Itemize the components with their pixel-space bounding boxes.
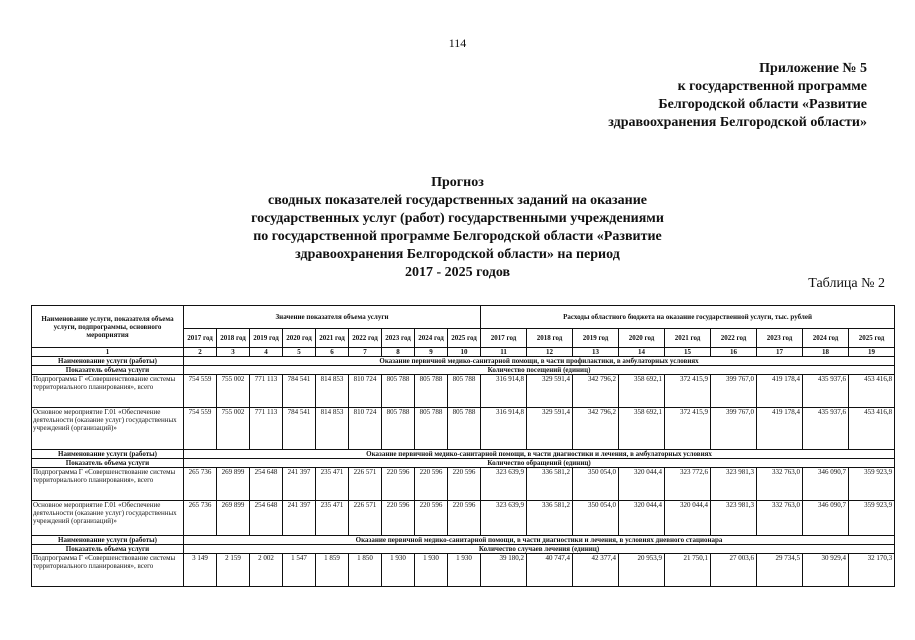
volume-value: 805 788: [382, 375, 415, 408]
volume-value: 1 930: [382, 554, 415, 587]
table-row: [32, 554, 895, 587]
year-header-volume: 2019 год: [250, 329, 283, 348]
volume-value: 1 930: [415, 554, 448, 587]
table-body: [32, 357, 895, 587]
volume-value: 805 788: [415, 408, 448, 450]
volume-value: 220 596: [448, 501, 481, 536]
year-header-volume: 2020 год: [283, 329, 316, 348]
column-number: 4: [250, 348, 283, 357]
volume-value: 805 788: [448, 408, 481, 450]
expense-value: 316 914,8: [481, 408, 527, 450]
column-number: 17: [757, 348, 803, 357]
volume-value: 1 850: [349, 554, 382, 587]
expense-value: 323 639,9: [481, 468, 527, 501]
volume-value: 3 149: [184, 554, 217, 587]
year-header-volume: 2017 год: [184, 329, 217, 348]
expense-value: 336 581,2: [527, 501, 573, 536]
expense-value: 372 415,9: [665, 408, 711, 450]
volume-value: 2 002: [250, 554, 283, 587]
service-name-row: [32, 357, 895, 366]
volume-value: 2 159: [217, 554, 250, 587]
indicator-row: [32, 545, 895, 554]
row-name: Основное мероприятие Г.01 «Обеспечение деятельности (оказание услуг) государственных учреждений (организаций)»: [32, 408, 184, 450]
indicator-name: Количество посещений (единиц): [184, 366, 895, 375]
expense-value: 350 054,0: [573, 468, 619, 501]
appendix-line: Приложение № 5: [759, 61, 867, 76]
title-line: здравоохранения Белгородской области» на период: [295, 247, 620, 262]
year-header-volume: 2018 год: [217, 329, 250, 348]
expense-value: 336 581,2: [527, 468, 573, 501]
column-number: 11: [481, 348, 527, 357]
column-number: 13: [573, 348, 619, 357]
year-header-expenses: 2017 год: [481, 329, 527, 348]
service-name: Оказание первичной медико-санитарной помощи, в части диагностики и лечения, в амбулаторных условиях: [184, 450, 895, 459]
volume-value: 805 788: [382, 408, 415, 450]
column-number: 9: [415, 348, 448, 357]
column-number: 18: [803, 348, 849, 357]
expense-value: 27 003,6: [711, 554, 757, 587]
title-line: по государственной программе Белгородской области «Развитие: [253, 229, 662, 244]
expense-value: 323 639,9: [481, 501, 527, 536]
column-number: 15: [665, 348, 711, 357]
column-number: 5: [283, 348, 316, 357]
expense-value: 453 416,8: [849, 408, 895, 450]
service-label: Наименование услуги (работы): [32, 450, 184, 459]
volume-value: 755 002: [217, 375, 250, 408]
volume-value: 254 648: [250, 468, 283, 501]
year-header-volume: 2022 год: [349, 329, 382, 348]
header-row: [32, 306, 895, 329]
year-header-volume: 2024 год: [415, 329, 448, 348]
year-header-expenses: 2019 год: [573, 329, 619, 348]
year-header-volume: 2023 год: [382, 329, 415, 348]
forecast-table: [31, 305, 895, 587]
expense-value: 30 929,4: [803, 554, 849, 587]
expense-value: 342 796,2: [573, 375, 619, 408]
column-number: 10: [448, 348, 481, 357]
service-name-row: [32, 450, 895, 459]
volume-value: 784 541: [283, 408, 316, 450]
service-label: Наименование услуги (работы): [32, 536, 184, 545]
year-header-expenses: 2023 год: [757, 329, 803, 348]
indicator-name: Количество случаев лечения (единиц): [184, 545, 895, 554]
expense-value: 323 981,3: [711, 501, 757, 536]
expense-value: 332 763,0: [757, 501, 803, 536]
table-row: [32, 408, 895, 450]
expense-value: 320 044,4: [665, 501, 711, 536]
table-row: [32, 468, 895, 501]
column-number: 2: [184, 348, 217, 357]
volume-value: 810 724: [349, 375, 382, 408]
volume-value: 805 788: [448, 375, 481, 408]
page-number: 114: [448, 36, 467, 50]
volume-value: 754 559: [184, 375, 217, 408]
volume-value: 265 736: [184, 468, 217, 501]
title-line: Прогноз: [431, 175, 484, 190]
appendix-line: здравоохранения Белгородской области»: [608, 115, 867, 130]
volume-value: 241 397: [283, 501, 316, 536]
expense-value: 40 747,4: [527, 554, 573, 587]
expense-value: 372 415,9: [665, 375, 711, 408]
title-line: 2017 - 2025 годов: [404, 265, 511, 280]
column-number: 16: [711, 348, 757, 357]
indicator-label: Показатель объема услуги: [32, 545, 184, 554]
table-row: [32, 375, 895, 408]
row-name: Основное мероприятие Г.01 «Обеспечение деятельности (оказание услуг) государственных учреждений (организаций)»: [32, 501, 184, 536]
year-header-expenses: 2020 год: [619, 329, 665, 348]
service-name: Оказание первичной медико-санитарной помощи, в части профилактики, в амбулаторных условиях: [184, 357, 895, 366]
appendix-heading: [608, 60, 867, 132]
expense-value: 435 937,6: [803, 408, 849, 450]
volume-value: 220 596: [448, 468, 481, 501]
column-number: 14: [619, 348, 665, 357]
column-number: 19: [849, 348, 895, 357]
expense-value: 323 981,3: [711, 468, 757, 501]
title-line: государственных услуг (работ) государственными учреждениями: [251, 211, 664, 226]
year-header-expenses: 2025 год: [849, 329, 895, 348]
indicator-row: [32, 459, 895, 468]
volume-value: 241 397: [283, 468, 316, 501]
volume-value: 814 853: [316, 375, 349, 408]
document-title: [175, 174, 740, 282]
column-number: 7: [349, 348, 382, 357]
expense-value: 320 044,4: [619, 501, 665, 536]
indicator-name: Количество обращений (единиц): [184, 459, 895, 468]
expense-value: 29 734,5: [757, 554, 803, 587]
row-name: Подпрограмма Г «Совершенствование системы территориального планирования», всего: [32, 375, 184, 408]
volume-value: 814 853: [316, 408, 349, 450]
row-name: Подпрограмма Г «Совершенствование системы территориального планирования», всего: [32, 554, 184, 587]
volume-value: 254 648: [250, 501, 283, 536]
expense-value: 358 692,1: [619, 408, 665, 450]
expense-value: 399 767,0: [711, 408, 757, 450]
table-label: Таблица № 2: [808, 276, 885, 291]
expense-value: 346 090,7: [803, 501, 849, 536]
expense-value: 342 796,2: [573, 408, 619, 450]
appendix-line: Белгородской области «Развитие: [658, 97, 867, 112]
expense-value: 453 416,8: [849, 375, 895, 408]
volume-value: 1 930: [448, 554, 481, 587]
expense-value: 323 772,6: [665, 468, 711, 501]
expense-value: 419 178,4: [757, 375, 803, 408]
volume-value: 810 724: [349, 408, 382, 450]
volume-value: 784 541: [283, 375, 316, 408]
expense-value: 42 377,4: [573, 554, 619, 587]
column-number: 1: [32, 348, 184, 357]
title-line: сводных показателей государственных заданий на оказание: [267, 193, 648, 208]
service-label: Наименование услуги (работы): [32, 357, 184, 366]
volume-value: 220 596: [382, 501, 415, 536]
volume-value: 235 471: [316, 501, 349, 536]
expense-value: 350 054,0: [573, 501, 619, 536]
expense-value: 21 750,1: [665, 554, 711, 587]
volume-value: 771 113: [250, 375, 283, 408]
column-number: 12: [527, 348, 573, 357]
volume-value: 220 596: [415, 468, 448, 501]
volume-value: 265 736: [184, 501, 217, 536]
year-header-expenses: 2021 год: [665, 329, 711, 348]
expense-value: 419 178,4: [757, 408, 803, 450]
table-row: [32, 501, 895, 536]
header-expenses-cell: Расходы областного бюджета на оказание государственной услуги, тыс. рублей: [481, 306, 895, 329]
expense-value: 329 591,4: [527, 375, 573, 408]
volume-value: 220 596: [415, 501, 448, 536]
expense-value: 399 767,0: [711, 375, 757, 408]
appendix-line: к государственной программе: [677, 79, 867, 94]
service-name: Оказание первичной медико-санитарной помощи, в части диагностики и лечения, в условиях дневного стационара: [184, 536, 895, 545]
column-number: 3: [217, 348, 250, 357]
indicator-label: Показатель объема услуги: [32, 459, 184, 468]
expense-value: 320 044,4: [619, 468, 665, 501]
expense-value: 20 953,9: [619, 554, 665, 587]
volume-value: 269 899: [217, 468, 250, 501]
year-header-expenses: 2018 год: [527, 329, 573, 348]
volume-value: 1 859: [316, 554, 349, 587]
volume-value: 220 596: [382, 468, 415, 501]
column-number: 8: [382, 348, 415, 357]
expense-value: 32 170,3: [849, 554, 895, 587]
year-header-volume: 2021 год: [316, 329, 349, 348]
expense-value: 435 937,6: [803, 375, 849, 408]
indicator-label: Показатель объема услуги: [32, 366, 184, 375]
expense-value: 316 914,8: [481, 375, 527, 408]
expense-value: 329 591,4: [527, 408, 573, 450]
expense-value: 39 180,2: [481, 554, 527, 587]
header-volume-cell: Значение показателя объема услуги: [184, 306, 481, 329]
volume-value: 269 899: [217, 501, 250, 536]
expense-value: 346 090,7: [803, 468, 849, 501]
forecast-table-container: [31, 305, 893, 587]
year-header-expenses: 2024 год: [803, 329, 849, 348]
volume-value: 1 547: [283, 554, 316, 587]
column-number: 6: [316, 348, 349, 357]
expense-value: 332 763,0: [757, 468, 803, 501]
header-name-cell: Наименование услуги, показателя объема услуги, подпрограммы, основного мероприятия: [32, 306, 184, 348]
indicator-row: [32, 366, 895, 375]
volume-value: 755 002: [217, 408, 250, 450]
expense-value: 358 692,1: [619, 375, 665, 408]
expense-value: 359 923,9: [849, 468, 895, 501]
volume-value: 805 788: [415, 375, 448, 408]
expense-value: 359 923,9: [849, 501, 895, 536]
volume-value: 754 559: [184, 408, 217, 450]
volume-value: 235 471: [316, 468, 349, 501]
year-header-volume: 2025 год: [448, 329, 481, 348]
service-name-row: [32, 536, 895, 545]
year-header-expenses: 2022 год: [711, 329, 757, 348]
volume-value: 771 113: [250, 408, 283, 450]
row-name: Подпрограмма Г «Совершенствование системы территориального планирования», всего: [32, 468, 184, 501]
volume-value: 226 571: [349, 501, 382, 536]
volume-value: 226 571: [349, 468, 382, 501]
column-numbers-row: [32, 348, 895, 357]
